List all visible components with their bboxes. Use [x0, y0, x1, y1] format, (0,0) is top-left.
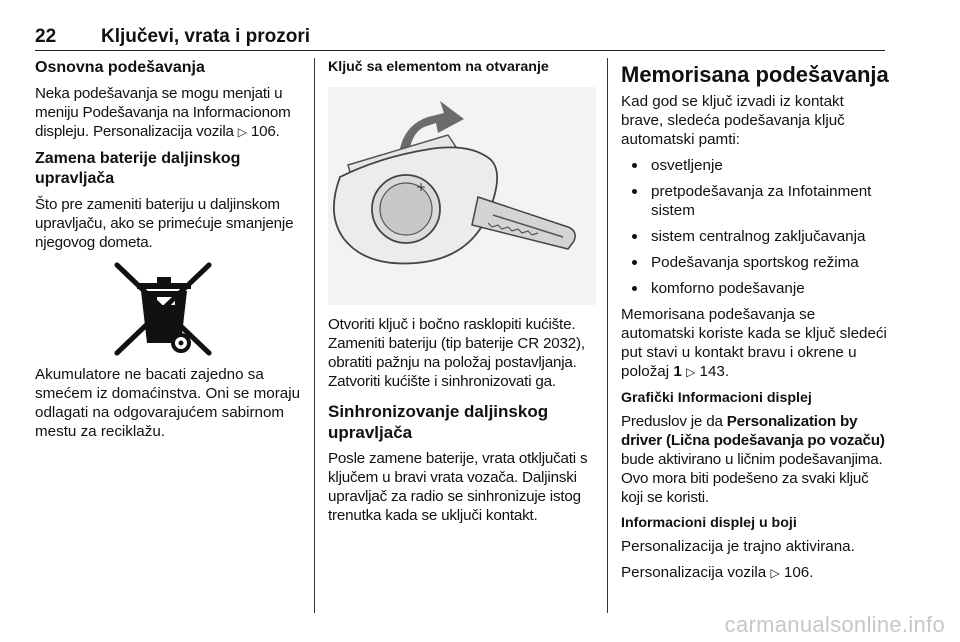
basic-settings-ref-text: Personalizacija vozila — [92, 123, 234, 140]
precondition-text-a: Preduslov je da — [621, 413, 723, 430]
key-battery-illustration — [328, 87, 596, 305]
reference-arrow-icon: ▷ — [686, 365, 696, 379]
heading-key-fob: Ključ sa elementom na otvaranje — [328, 59, 549, 75]
paragraph-memorized-used — [621, 305, 889, 382]
color-ref-text: Personalizacija vozila — [621, 564, 767, 581]
heading-graphic-display: Grafički Informacioni displej — [621, 390, 812, 406]
list-item: Podešavanja sportskog režima — [621, 253, 889, 272]
svg-text:+: + — [416, 180, 427, 194]
paragraph-memorized-intro: Kad god se ključ izvadi iz kontakt brave, sledeća podešavanja ključ automatski pamti: — [621, 93, 845, 148]
paragraph-sync: Posle zamene baterije, vrata otključati s ključem u bravi vrata vozača. Daljinski upravljač za radio se sinhronizuje istog trenutka kada se uključi kontakt. — [328, 450, 588, 524]
list-item: pretpodešavanja za Infotainment sistem — [621, 182, 889, 220]
column-2 — [328, 58, 596, 532]
paragraph-basic-settings — [35, 84, 303, 142]
page-title: Ključevi, vrata i prozori — [101, 26, 311, 47]
paragraph-recycling: Akumulatore ne bacati zajedno sa smećem iz domaćinstva. Oni se moraju odlagati na odgovarajućem sabirnom mestu za reciklažu. — [35, 366, 301, 440]
heading-color-display: Informacioni displej u boji — [621, 515, 797, 531]
column-divider-1 — [314, 58, 315, 613]
color-ref-page: 106. — [783, 564, 814, 581]
heading-sync: Sinhronizovanje daljinskog upravljača — [328, 402, 549, 442]
column-1 — [35, 58, 303, 448]
ignition-position: 1 — [673, 363, 682, 380]
precondition-text-b: bude aktivirano u ličnim podešavanjima. Ovo mora biti podešeno za svaki ključ koji se koristi. — [621, 451, 883, 506]
paragraph-color-ref — [621, 563, 889, 583]
basic-settings-text: Neka podešavanja se mogu menjati u meniju Podešavanja na Informacionom displeju. — [35, 85, 291, 140]
reference-arrow-icon: ▷ — [770, 566, 780, 580]
heading-battery-replacement: Zamena baterije daljinskog upravljača — [35, 150, 241, 187]
precondition-setting-name: Personalization by driver (Lična podešavanja po vozaču) — [621, 413, 885, 449]
memorized-settings-list — [621, 156, 889, 298]
memorized-used-page: 143. — [699, 363, 730, 380]
heading-memorized-settings: Memorisana podešavanja — [621, 62, 889, 87]
watermark: carmanualsonline.info — [724, 612, 945, 637]
heading-basic-settings: Osnovna podešavanja — [35, 59, 205, 76]
column-3 — [621, 58, 889, 590]
paragraph-open-key: Otvoriti ključ i bočno rasklopiti kućište. Zameniti bateriju (tip baterije CR 2032), obratiti pažnju na položaj postavljanja. Zatvoriti kućište i sinhronizovati ga. — [328, 316, 585, 390]
memorized-used-text: Memorisana podešavanja se automatski koriste kada se ključ sledeći put stavi u kontakt bravu i okrene u položaj — [621, 306, 887, 380]
basic-settings-ref-page: 106. — [250, 123, 280, 140]
list-item: osvetljenje — [621, 156, 889, 175]
reference-arrow-icon: ▷ — [237, 125, 247, 139]
list-item: sistem centralnog zaključavanja — [621, 227, 889, 246]
page-number: 22 — [35, 26, 57, 47]
paragraph-battery-replacement: Što pre zameniti bateriju u daljinskom upravljaču, ako se primećuje smanjenje njegovog dometa. — [35, 196, 294, 251]
page-header — [35, 22, 885, 51]
column-divider-2 — [607, 58, 608, 613]
list-item: komforno podešavanje — [621, 279, 889, 298]
paragraph-precondition — [621, 412, 889, 507]
crossed-bin-icon — [109, 259, 219, 359]
paragraph-color-display: Personalizacija je trajno aktivirana. — [621, 538, 855, 555]
